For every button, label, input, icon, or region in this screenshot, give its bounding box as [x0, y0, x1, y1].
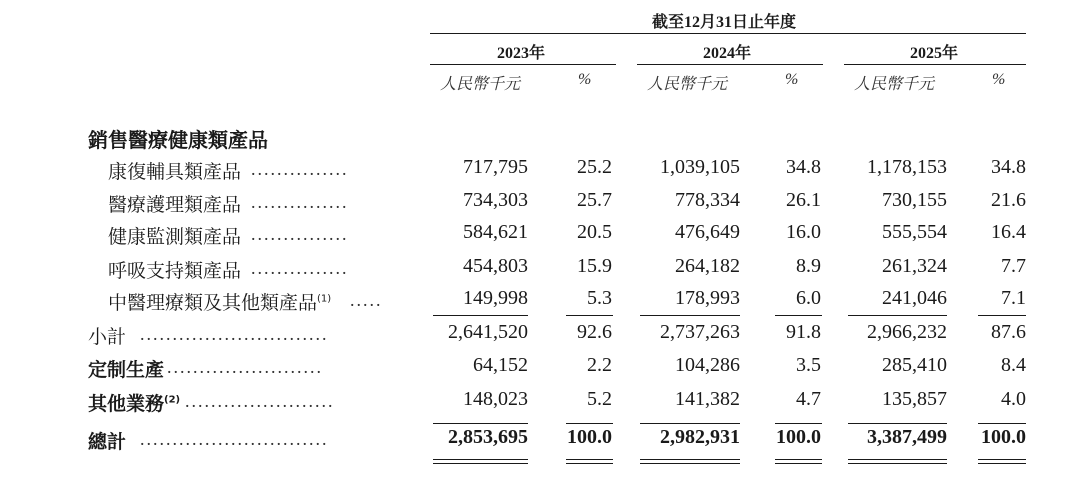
cell-subtotal-2024-amount: 2,737,263: [660, 321, 740, 343]
row-label-text: 小計: [88, 326, 127, 348]
leader-dots: .............................: [140, 324, 329, 344]
cell-health-monitoring-2025-pct: 16.4: [991, 221, 1026, 243]
cell-other-business-2023-amount: 148,023: [463, 388, 528, 410]
total-top-rule-2023: [433, 423, 528, 424]
cell-tcm-and-other-2024-amount: 178,993: [675, 287, 740, 309]
row-label-health-monitoring: [108, 222, 241, 249]
subtotal-rule-2024: [640, 315, 740, 316]
cell-medical-care-2023-amount: 734,303: [463, 189, 528, 211]
footnote-marker: (1): [317, 293, 332, 305]
row-label-text: 其他業務: [88, 393, 165, 415]
cell-subtotal-2025-pct: 87.6: [991, 321, 1026, 343]
cell-total-2023-pct: 100.0: [567, 426, 612, 448]
row-label-text: 中醫理療類及其他類產品: [108, 292, 318, 314]
total-double-rule-a-2025: [848, 459, 947, 460]
cell-health-monitoring-2023-pct: 20.5: [577, 221, 612, 243]
unit-amount-2023: 人民幣千元: [440, 76, 521, 93]
cell-respiratory-support-2025-pct: 7.7: [1001, 255, 1026, 277]
cell-custom-manufacturing-2025-amount: 285,410: [882, 354, 947, 376]
total-top-rule-2024: [640, 423, 740, 424]
total-double-rule-a-2024: [640, 459, 740, 460]
total-double-rule-b-2025-pct: [978, 463, 1026, 464]
subtotal-rule-2025-pct: [978, 315, 1026, 316]
leader-dots: ...............: [251, 159, 349, 179]
cell-rehab-aids-2025-pct: 34.8: [991, 156, 1026, 178]
cell-medical-care-2024-amount: 778,334: [675, 189, 740, 211]
cell-subtotal-2023-pct: 92.6: [577, 321, 612, 343]
total-top-rule-2024-pct: [775, 423, 822, 424]
leader-dots: .............................: [140, 429, 329, 449]
cell-other-business-2024-pct: 4.7: [796, 388, 821, 410]
cell-medical-care-2023-pct: 25.7: [577, 189, 612, 211]
cell-respiratory-support-2023-pct: 15.9: [577, 255, 612, 277]
row-label-subtotal: [88, 322, 126, 349]
leader-dots: ........................: [167, 357, 323, 377]
total-double-rule-b-2024-pct: [775, 463, 822, 464]
year-2024-header: 2024年: [703, 45, 752, 62]
row-label-respiratory-support: [108, 256, 241, 283]
subtotal-rule-2023: [433, 315, 528, 316]
unit-pct-2023: %: [578, 71, 592, 88]
cell-tcm-and-other-2025-pct: 7.1: [1001, 287, 1026, 309]
cell-custom-manufacturing-2024-pct: 3.5: [796, 354, 821, 376]
leader-dots: ...............: [251, 224, 349, 244]
cell-total-2023-amount: 2,853,695: [448, 426, 528, 448]
total-double-rule-b-2025: [848, 463, 947, 464]
subtotal-rule-2025: [848, 315, 947, 316]
total-top-rule-2025-pct: [978, 423, 1026, 424]
cell-subtotal-2024-pct: 91.8: [786, 321, 821, 343]
cell-medical-care-2024-pct: 26.1: [786, 189, 821, 211]
cell-total-2024-amount: 2,982,931: [660, 426, 740, 448]
unit-pct-2025: %: [992, 71, 1006, 88]
cell-rehab-aids-2025-amount: 1,178,153: [867, 156, 947, 178]
subtotal-rule-2023-pct: [566, 315, 613, 316]
cell-rehab-aids-2023-pct: 25.2: [577, 156, 612, 178]
cell-medical-care-2025-amount: 730,155: [882, 189, 947, 211]
row-label-tcm-and-other: [108, 288, 331, 315]
unit-pct-2024: %: [785, 71, 799, 88]
cell-rehab-aids-2024-pct: 34.8: [786, 156, 821, 178]
row-label-text: 康復輔具類產品: [108, 161, 242, 183]
unit-amount-2025: 人民幣千元: [854, 76, 935, 93]
year-2025-header: 2025年: [910, 45, 959, 62]
cell-custom-manufacturing-2024-amount: 104,286: [675, 354, 740, 376]
year-2023-header: 2023年: [497, 45, 546, 62]
total-double-rule-b-2023-pct: [566, 463, 613, 464]
cell-respiratory-support-2024-amount: 264,182: [675, 255, 740, 277]
cell-custom-manufacturing-2023-amount: 64,152: [473, 354, 528, 376]
row-label-medical-care: [108, 190, 241, 217]
footnote-marker: (2): [164, 394, 181, 406]
year-2024-rule: [637, 64, 823, 65]
cell-other-business-2025-pct: 4.0: [1001, 388, 1026, 410]
row-label-text: 呼吸支持類產品: [108, 260, 242, 282]
cell-health-monitoring-2024-pct: 16.0: [786, 221, 821, 243]
cell-rehab-aids-2023-amount: 717,795: [463, 156, 528, 178]
row-label-other-business: [88, 389, 180, 416]
period-title: 截至12月31日止年度: [652, 14, 797, 31]
year-2023-rule: [430, 64, 616, 65]
cell-other-business-2025-amount: 135,857: [882, 388, 947, 410]
cell-subtotal-2025-amount: 2,966,232: [867, 321, 947, 343]
cell-respiratory-support-2025-amount: 261,324: [882, 255, 947, 277]
section-title: 銷售醫療健康類產品: [88, 128, 268, 152]
cell-other-business-2024-amount: 141,382: [675, 388, 740, 410]
row-label-total: [88, 427, 126, 454]
leader-dots: .....: [350, 290, 383, 310]
cell-other-business-2023-pct: 5.2: [587, 388, 612, 410]
total-double-rule-a-2025-pct: [978, 459, 1026, 460]
total-top-rule-2025: [848, 423, 947, 424]
cell-rehab-aids-2024-amount: 1,039,105: [660, 156, 740, 178]
cell-respiratory-support-2023-amount: 454,803: [463, 255, 528, 277]
total-double-rule-b-2024: [640, 463, 740, 464]
row-label-text: 醫療護理類產品: [108, 194, 242, 216]
cell-total-2025-pct: 100.0: [981, 426, 1026, 448]
cell-custom-manufacturing-2025-pct: 8.4: [1001, 354, 1026, 376]
total-double-rule-a-2023: [433, 459, 528, 460]
total-double-rule-a-2024-pct: [775, 459, 822, 460]
cell-total-2025-amount: 3,387,499: [867, 426, 947, 448]
leader-dots: ...............: [251, 192, 349, 212]
cell-tcm-and-other-2024-pct: 6.0: [796, 287, 821, 309]
total-double-rule-a-2023-pct: [566, 459, 613, 460]
leader-dots: ...............: [251, 258, 349, 278]
cell-custom-manufacturing-2023-pct: 2.2: [587, 354, 612, 376]
cell-health-monitoring-2025-amount: 555,554: [882, 221, 947, 243]
row-label-text: 總計: [88, 431, 127, 453]
cell-health-monitoring-2024-amount: 476,649: [675, 221, 740, 243]
cell-subtotal-2023-amount: 2,641,520: [448, 321, 528, 343]
cell-tcm-and-other-2023-pct: 5.3: [587, 287, 612, 309]
cell-medical-care-2025-pct: 21.6: [991, 189, 1026, 211]
cell-tcm-and-other-2023-amount: 149,998: [463, 287, 528, 309]
row-label-custom-manufacturing: [88, 355, 164, 382]
row-label-text: 定制生產: [88, 359, 165, 381]
total-top-rule-2023-pct: [566, 423, 613, 424]
period-rule: [430, 33, 1026, 34]
row-label-rehab-aids: [108, 157, 241, 184]
total-double-rule-b-2023: [433, 463, 528, 464]
cell-tcm-and-other-2025-amount: 241,046: [882, 287, 947, 309]
row-label-text: 健康監測類產品: [108, 226, 242, 248]
cell-respiratory-support-2024-pct: 8.9: [796, 255, 821, 277]
year-2025-rule: [844, 64, 1026, 65]
cell-health-monitoring-2023-amount: 584,621: [463, 221, 528, 243]
cell-total-2024-pct: 100.0: [776, 426, 821, 448]
subtotal-rule-2024-pct: [775, 315, 822, 316]
unit-amount-2024: 人民幣千元: [647, 76, 728, 93]
leader-dots: .......................: [185, 391, 335, 411]
